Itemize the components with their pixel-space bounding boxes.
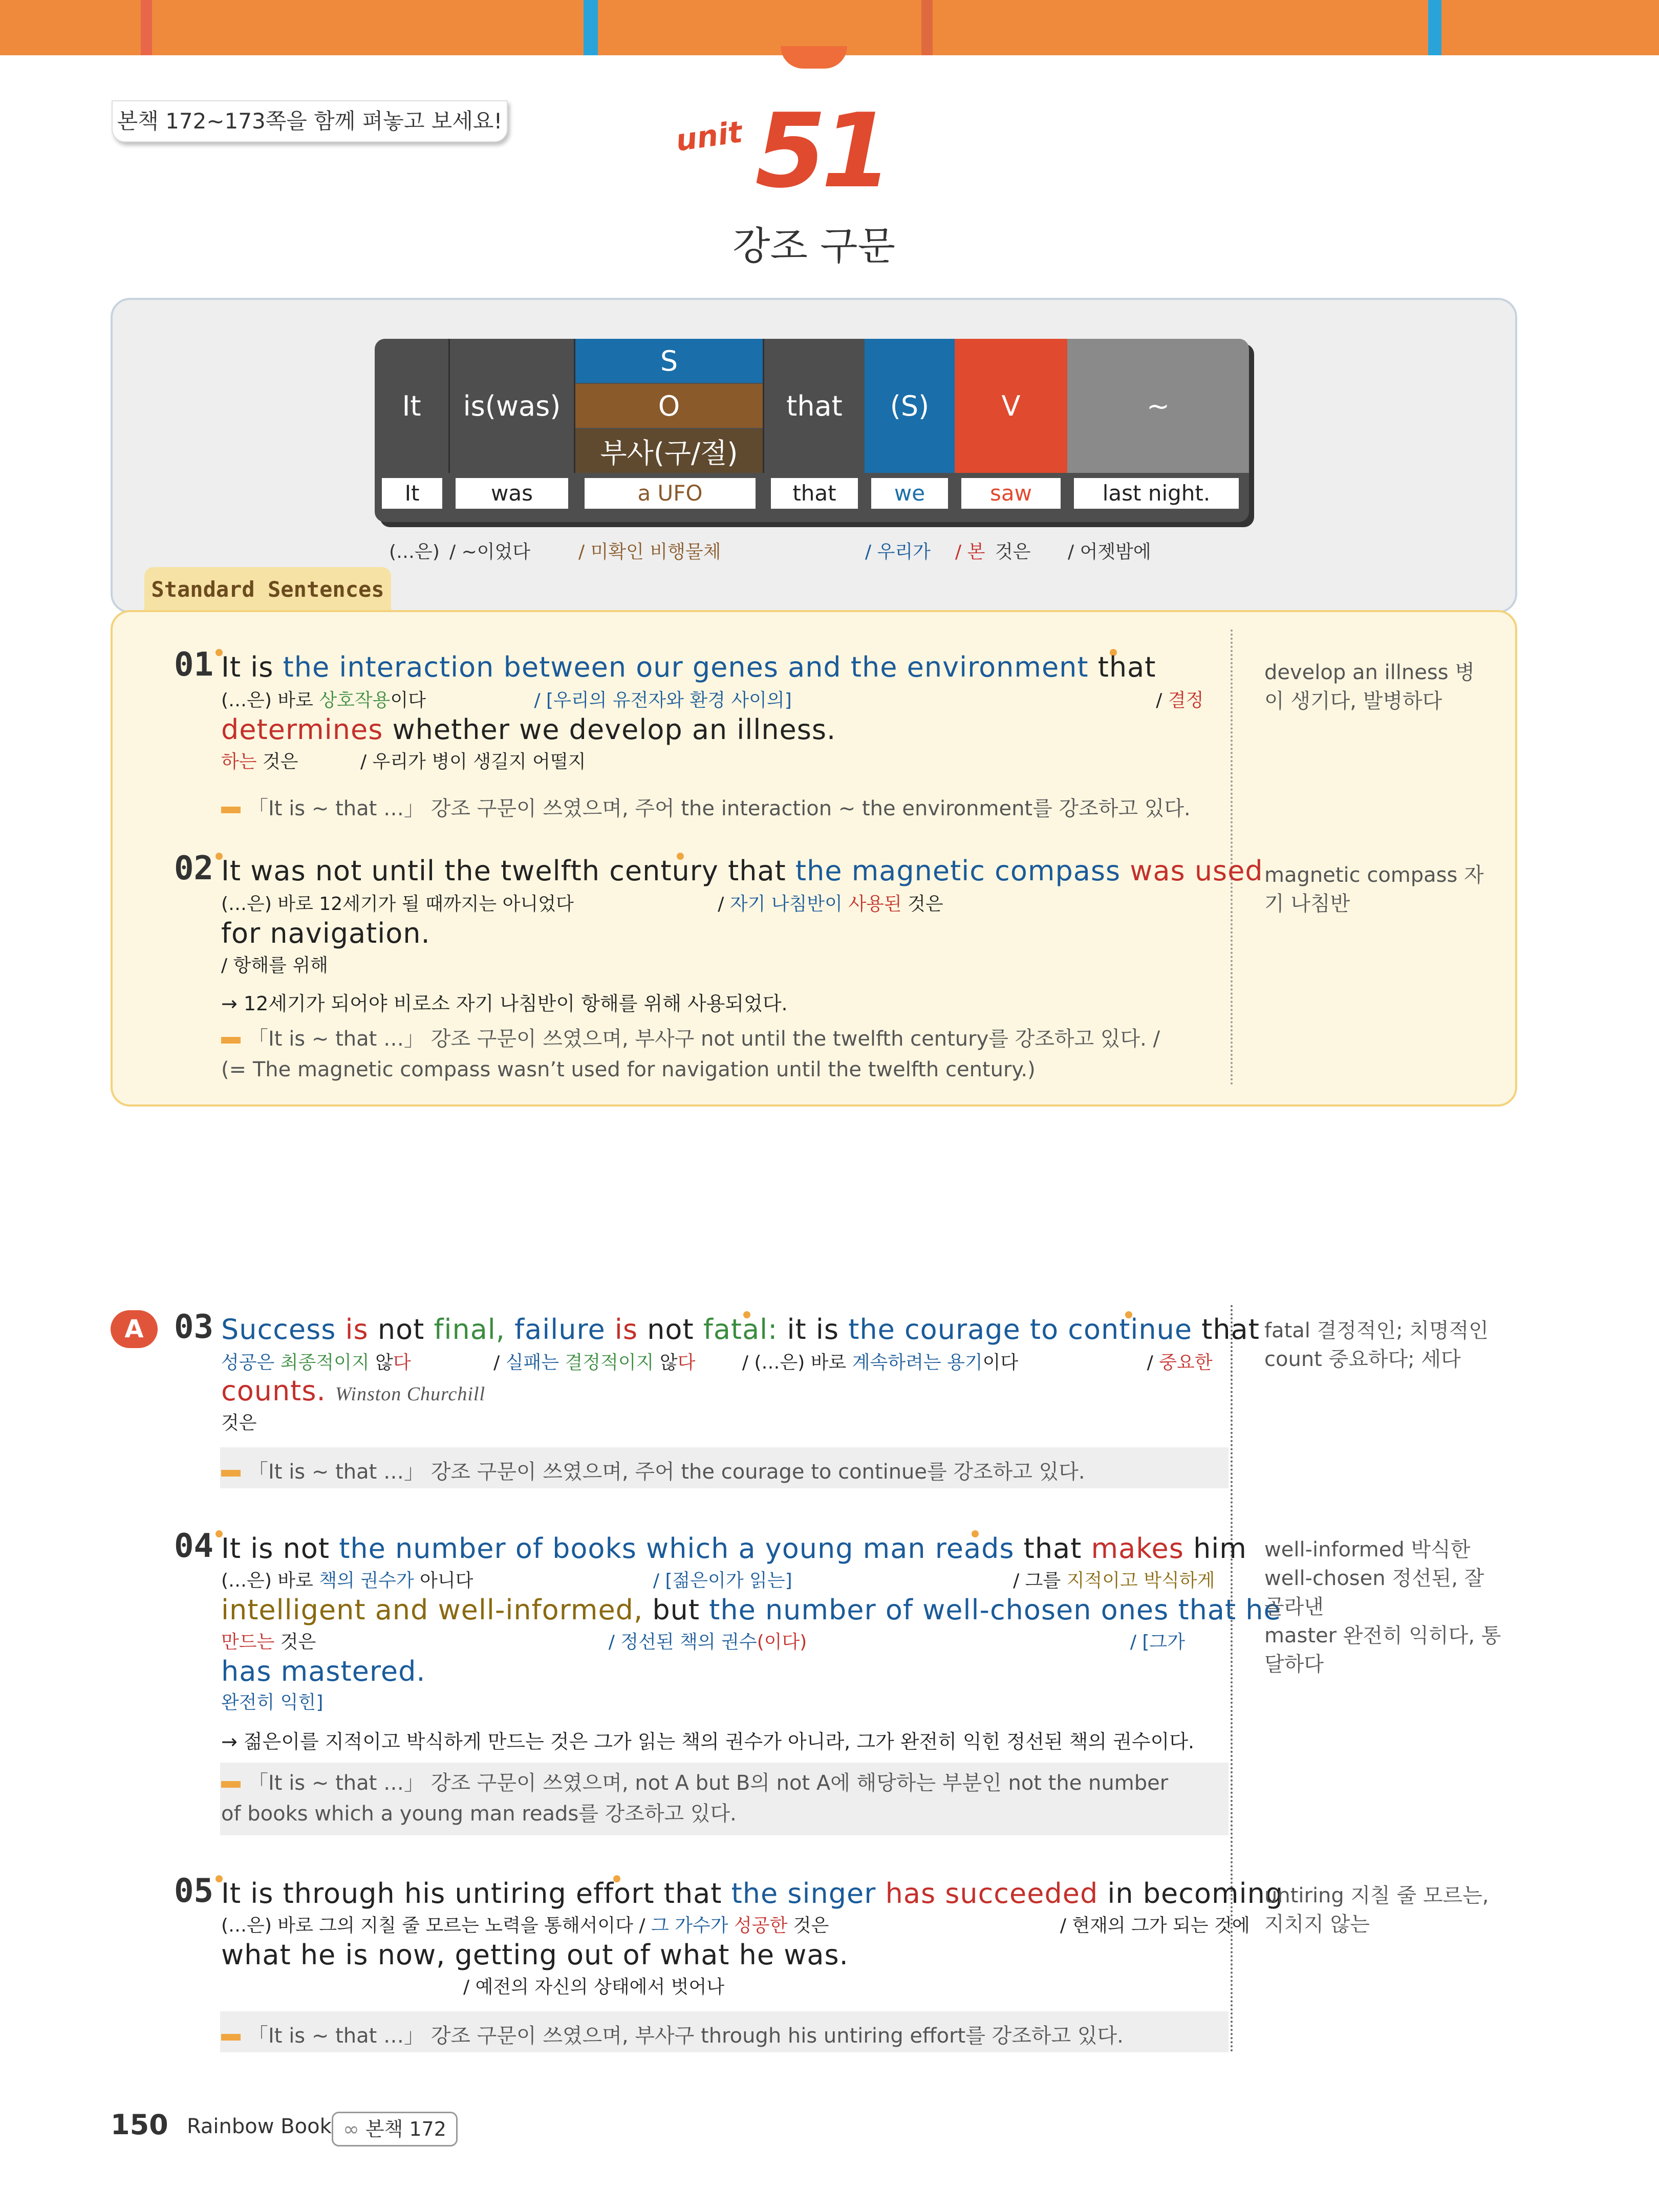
example-we: we [871, 478, 948, 509]
sentence-04-note: 「It is ~ that …」 강조 구문이 쓰였으며, not A but B의 not A에 해당하는 부분인 not the number of books which a young man reads를 강조하고 있다. [221, 1771, 1169, 1826]
formula-subject: (S) [865, 339, 955, 473]
example-it: It [382, 478, 442, 509]
sentence-03-line1: Success is not final, failure is not fatal: it is the courage to continue that [221, 1313, 1260, 1346]
vocab-01: develop an illness 병이 생기다, 발병하다 [1264, 661, 1475, 713]
gloss-it: (…은) [389, 541, 440, 562]
vocab-master: master 완전히 익히다, 통달하다 [1264, 1624, 1501, 1676]
reference-tag [332, 2112, 458, 2146]
link-icon: ∞ [343, 2118, 359, 2140]
sentence-05-gloss2: / 예전의 자신의 상태에서 벗어나 [463, 1977, 724, 1998]
sentence-02-line2: for navigation. [221, 917, 430, 949]
sentence-01-note: 「It is ~ that …」 강조 구문이 쓰였으며, 주어 the interaction ~ the environment를 강조하고 있다. [221, 792, 1191, 821]
sentence-number: 05 [174, 1872, 214, 1910]
formula-it: It [402, 389, 421, 422]
side-divider [1231, 1305, 1233, 2052]
sentence-01-gloss2: 하는 것은 / 우리가 병이 생길지 어떨지 [221, 751, 586, 772]
unit-label: unit [673, 114, 745, 158]
sentence-02-line1: It was not until the twelfth century that the magnetic compass was used [221, 855, 1263, 887]
formula-diagram [375, 339, 1249, 522]
example-ufo: a UFO [585, 478, 756, 509]
sentence-04-translation: → 젊은이를 지적이고 박식하게 만드는 것은 그가 읽는 책의 권수가 아니라, 그가 완전히 익힌 정선된 책의 권수이다. [221, 1730, 1195, 1753]
sentence-04-line1: It is not the number of books which a young man reads that makes him [221, 1532, 1247, 1565]
gloss-thing: 것은 [995, 541, 1031, 562]
gloss-ufo: / 미확인 비행물체 [578, 541, 721, 562]
sentence-05-gloss1: (…은) 바로 그의 지칠 줄 모르는 노력을 통해서이다 / 그 가수가 성공한 것은 / 현재의 그가 되는 것에 [221, 1915, 1250, 1936]
sentence-04-gloss3: 완전히 익힌] [221, 1692, 324, 1713]
vocab-well-informed: well-informed 박식한 [1264, 1538, 1471, 1562]
sentence-05-line1: It is through his untiring effort that the singer has succeeded in becoming [221, 1877, 1284, 1910]
sentence-number: 01 [174, 646, 214, 684]
sentence-05-note: 「It is ~ that …」 강조 구문이 쓰였으며, 부사구 through his untiring effort를 강조하고 있다. [221, 2020, 1124, 2049]
formula-verb: V [955, 339, 1067, 473]
formula-be: is(was) [463, 389, 561, 422]
section-badge: A [111, 1310, 158, 1348]
unit-number: 51 [755, 92, 888, 211]
sentence-02-note: 「It is ~ that …」 강조 구문이 쓰였으며, 부사구 not until the twelfth century를 강조하고 있다. / (= The magnetic compass wasn’t used for navigation until the twelfth century.) [221, 1027, 1160, 1081]
vocab-well-chosen: well-chosen 정선된, 잘 골라낸 [1264, 1567, 1484, 1619]
reference-label: 본책 172 [365, 2118, 446, 2140]
sentence-04-gloss2: 만드는 것은 / 정선된 책의 권수(이다) / [그가 [221, 1632, 1185, 1653]
example-that: that [771, 478, 858, 509]
book-name: Rainbow Book [187, 2115, 332, 2138]
instruction-tag: 본책 172~173쪽을 함께 펴놓고 보세요! [112, 100, 508, 142]
example-saw: saw [961, 478, 1061, 509]
vocab-03 [1264, 1316, 1500, 1374]
sentence-number: 04 [174, 1527, 214, 1565]
vocab-count: count 중요하다; 세다 [1264, 1348, 1461, 1371]
sentence-03-note: 「It is ~ that …」 강조 구문이 쓰였으며, 주어 the courage to continue를 강조하고 있다. [221, 1456, 1085, 1485]
sentence-03-gloss2: 것은 [221, 1413, 257, 1434]
gloss-last-night: / 어젯밤에 [1068, 541, 1151, 562]
sentence-02-gloss1: (…은) 바로 12세기가 될 때까지는 아니었다 / 자기 나침반이 사용된 것은 [221, 894, 943, 915]
sentence-03-line2: counts. Winston Churchill [221, 1375, 486, 1407]
example-last-night: last night. [1074, 478, 1239, 509]
top-notch [781, 46, 847, 69]
formula-focus-column [575, 339, 763, 473]
vocab-05: untiring 지칠 줄 모르는, 지치지 않는 [1264, 1884, 1489, 1936]
sentence-02-gloss2: / 항해를 위해 [221, 955, 328, 976]
formula-o: O [575, 384, 763, 428]
sentence-01-line1: It is the interaction between our genes and the environment that [221, 651, 1156, 683]
example-was: was [456, 478, 568, 509]
formula-that: that [786, 389, 843, 422]
page-title: 강조 구문 [732, 223, 895, 269]
sentence-05-line2: what he is now, getting out of what he was. [221, 1939, 849, 1971]
vocab-04 [1264, 1535, 1510, 1679]
sentence-04-line3: has mastered. [221, 1655, 426, 1687]
standard-sentences-tab: Standard Sentences [144, 567, 391, 612]
sentence-01-line2: determines whether we develop an illness. [221, 713, 836, 746]
sentence-number: 02 [174, 850, 214, 887]
gloss-we: / 우리가 [865, 541, 931, 562]
formula-rest: ~ [1067, 339, 1249, 473]
sentence-01-gloss1: (…은) 바로 상호작용이다 / [우리의 유전자와 환경 사이의] / 결정 [221, 690, 1204, 711]
formula-adverb: 부사(구/절) [575, 429, 763, 473]
gloss-was: / ~이었다 [449, 541, 531, 562]
sentence-03-gloss1: 성공은 최종적이지 않다 / 실패는 결정적이지 않다 / (…은) 바로 계속하려는 용기이다 / 중요한 [221, 1352, 1213, 1373]
sentence-02-translation: → 12세기가 되어야 비로소 자기 나침반이 항해를 위해 사용되었다. [221, 992, 788, 1015]
sentence-04-line2: intelligent and well-informed, but the number of well-chosen ones that he [221, 1594, 1281, 1626]
sentence-number: 03 [174, 1308, 214, 1346]
page-number: 150 [111, 2109, 168, 2141]
vocab-fatal: fatal 결정적인; 치명적인 [1264, 1319, 1489, 1342]
gloss-saw: / 본 [955, 541, 985, 562]
sentence-04-gloss1: (…은) 바로 책의 권수가 아니다 / [젊은이가 읽는] / 그를 지적이고 박식하게 [221, 1570, 1215, 1591]
vocab-02: magnetic compass 자기 나침반 [1264, 863, 1484, 916]
formula-s: S [575, 339, 763, 383]
